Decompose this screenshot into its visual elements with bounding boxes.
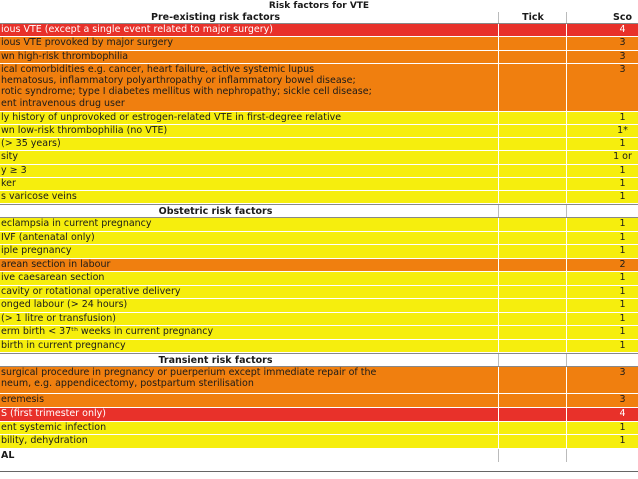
risk-factor-label: ly history of unprovoked or estrogen-related VTE in first-degree relative: [1, 112, 342, 123]
tick-cell[interactable]: [498, 24, 554, 36]
risk-factor-label: (> 35 years): [1, 138, 61, 149]
risk-factor-label: ive caesarean section: [1, 272, 105, 283]
tick-cell[interactable]: [498, 272, 554, 285]
risk-score: 1: [619, 245, 626, 256]
risk-factor-row: [0, 178, 638, 191]
risk-factor-label: IVF (antenatal only): [1, 232, 95, 243]
risk-factor-label: ker: [1, 178, 16, 189]
tick-cell[interactable]: [498, 313, 554, 325]
tick-cell[interactable]: [498, 286, 554, 298]
risk-factor-row: [0, 259, 638, 272]
risk-factor-label: wn low-risk thrombophilia (no VTE): [1, 125, 168, 136]
table-bottom-rule: [0, 471, 638, 472]
risk-factor-label: arean section in labour: [1, 259, 111, 270]
score-divider: [566, 165, 567, 177]
tick-divider: [498, 449, 554, 462]
tick-cell[interactable]: [498, 191, 554, 203]
risk-factor-row: [0, 37, 638, 51]
column-header-row: [0, 12, 638, 24]
score-divider: [566, 286, 567, 298]
risk-score: 1: [619, 218, 626, 229]
risk-score: 2: [619, 259, 626, 270]
transient-rows: [0, 367, 638, 449]
tick-cell[interactable]: [498, 394, 554, 407]
score-divider: [566, 151, 567, 164]
risk-score: 1: [619, 232, 626, 243]
risk-factor-label: ious VTE provoked by major surgery: [1, 37, 174, 48]
score-divider: [566, 24, 567, 36]
risk-score: 4: [619, 24, 626, 35]
risk-score: 1: [619, 272, 626, 283]
risk-factor-row: [0, 422, 638, 435]
tick-cell[interactable]: [498, 151, 554, 164]
risk-factor-row: [0, 313, 638, 326]
risk-score: 1 or: [613, 151, 632, 162]
risk-score: 1: [619, 191, 626, 202]
risk-factor-label: ent systemic infection: [1, 422, 107, 433]
obstetric-rows: [0, 218, 638, 353]
risk-score: 1: [619, 286, 626, 297]
score-divider: [566, 422, 567, 434]
risk-factor-label: y ≥ 3: [1, 165, 27, 176]
risk-score: 3: [619, 367, 626, 378]
risk-score: 1: [619, 138, 626, 149]
tick-cell[interactable]: [498, 138, 554, 150]
risk-factor-row: [0, 191, 638, 204]
obstetric-section-header: [0, 204, 638, 218]
risk-factor-row: [0, 245, 638, 259]
risk-factor-label: wn high-risk thrombophilia: [1, 51, 129, 62]
tick-cell[interactable]: [498, 218, 554, 231]
transient-section-header: [0, 353, 638, 367]
tick-cell[interactable]: [498, 245, 554, 258]
risk-factor-label: (> 1 litre or transfusion): [1, 313, 116, 324]
risk-score: 1: [619, 112, 626, 123]
risk-score: 1: [619, 422, 626, 433]
score-divider: [566, 205, 567, 217]
score-divider: [566, 326, 567, 339]
tick-cell[interactable]: [498, 422, 554, 434]
risk-factor-label: ical comorbidities e.g. cancer, heart failure, active systemic lupus hematosus, inflammatory polyarthropathy or inflammatory bowel disease; rotic syndrome; type I diabetes mellitus with nephropathy; sickle cell disease; ent intravenous drug user: [1, 64, 372, 109]
risk-factor-label: s varicose veins: [1, 191, 77, 202]
risk-score: 1: [619, 435, 626, 446]
risk-factor-row: [0, 286, 638, 299]
risk-factor-label: surgical procedure in pregnancy or puerperium except immediate repair of the neum, e.g. appendicectomy, postpartum sterilisation: [1, 367, 377, 390]
risk-score: 1: [619, 299, 626, 310]
risk-score: 3: [619, 394, 626, 405]
risk-factor-row: [0, 299, 638, 313]
score-divider: [566, 394, 567, 407]
risk-factor-row: [0, 165, 638, 178]
risk-factor-row: [0, 272, 638, 286]
risk-factor-label: cavity or rotational operative delivery: [1, 286, 181, 297]
risk-factor-label: iple pregnancy: [1, 245, 72, 256]
risk-factor-row: [0, 326, 638, 340]
score-divider: [566, 51, 567, 63]
risk-score: 1: [619, 340, 626, 351]
risk-factor-row: [0, 367, 638, 394]
risk-score: 1: [619, 326, 626, 337]
tick-cell[interactable]: [498, 367, 554, 393]
risk-factor-label: bility, dehydration: [1, 435, 88, 446]
risk-factor-row: [0, 125, 638, 138]
risk-score: 1: [619, 178, 626, 189]
risk-factor-label: eclampsia in current pregnancy: [1, 218, 152, 229]
score-divider: [566, 138, 567, 150]
score-divider: [566, 12, 567, 23]
risk-score: 3: [619, 37, 626, 48]
total-label: AL: [1, 450, 15, 461]
risk-factor-label: onged labour (> 24 hours): [1, 299, 128, 310]
score-divider: [566, 299, 567, 312]
tick-cell[interactable]: [498, 178, 554, 190]
score-divider: [566, 313, 567, 325]
tick-cell[interactable]: [498, 51, 554, 63]
score-divider: [566, 112, 567, 124]
risk-factor-label: eremesis: [1, 394, 45, 405]
score-divider: [566, 178, 567, 190]
risk-factor-row: [0, 51, 638, 64]
risk-factor-label: sity: [1, 151, 18, 162]
tick-cell[interactable]: [498, 165, 554, 177]
score-divider: [566, 125, 567, 137]
score-divider: [566, 259, 567, 271]
risk-factor-row: [0, 64, 638, 112]
tick-cell[interactable]: [498, 125, 554, 137]
risk-factor-row: [0, 394, 638, 408]
tick-cell[interactable]: [498, 326, 554, 339]
preexisting-rows: [0, 24, 638, 204]
preexisting-header: Pre-existing risk factors: [151, 12, 280, 23]
tick-cell[interactable]: [498, 408, 554, 421]
score-divider: [566, 64, 567, 111]
risk-score: 3: [619, 51, 626, 62]
risk-factor-label: erm birth < 37ᵗʰ weeks in current pregnancy: [1, 326, 214, 337]
tick-divider: [498, 205, 554, 217]
tick-cell[interactable]: [498, 37, 554, 50]
tick-cell[interactable]: [498, 435, 554, 448]
score-divider: [566, 435, 567, 448]
risk-factor-row: [0, 408, 638, 422]
score-divider: [566, 408, 567, 421]
total-row: [0, 449, 638, 463]
risk-factor-label: S (first trimester only): [1, 408, 106, 419]
obstetric-header-label: Obstetric risk factors: [158, 206, 273, 217]
risk-score: 3: [619, 64, 626, 75]
tick-cell[interactable]: [498, 232, 554, 244]
risk-factor-row: [0, 435, 638, 449]
score-divider: [566, 37, 567, 50]
risk-score: 4: [619, 408, 626, 419]
tick-cell[interactable]: [498, 112, 554, 124]
risk-factor-row: [0, 138, 638, 151]
tick-column-header: Tick: [522, 12, 544, 23]
score-divider: [566, 367, 567, 393]
tick-divider: [498, 354, 554, 366]
risk-factor-row: [0, 24, 638, 37]
tick-cell[interactable]: [498, 299, 554, 312]
score-divider: [566, 245, 567, 258]
transient-header-label: Transient risk factors: [158, 355, 273, 366]
tick-cell[interactable]: [498, 259, 554, 271]
risk-score: 1: [619, 165, 626, 176]
score-divider: [566, 218, 567, 231]
risk-factor-row: [0, 112, 638, 125]
risk-score: 1*: [617, 125, 628, 136]
score-divider: [566, 232, 567, 244]
tick-cell[interactable]: [498, 64, 554, 111]
risk-factor-label: birth in current pregnancy: [1, 340, 126, 351]
score-column-header: Sco: [613, 12, 632, 23]
risk-factor-row: [0, 232, 638, 245]
risk-factor-label: ious VTE (except a single event related to major surgery): [1, 24, 273, 35]
tick-divider: [498, 12, 554, 23]
score-divider: [566, 354, 567, 366]
score-divider: [566, 340, 567, 352]
risk-factor-row: [0, 340, 638, 353]
score-divider: [566, 272, 567, 285]
score-divider: [566, 449, 567, 462]
tick-cell[interactable]: [498, 340, 554, 352]
risk-score: 1: [619, 313, 626, 324]
score-divider: [566, 191, 567, 203]
risk-factor-row: [0, 151, 638, 165]
risk-factor-row: [0, 218, 638, 232]
table-title: Risk factors for VTE: [0, 0, 638, 12]
